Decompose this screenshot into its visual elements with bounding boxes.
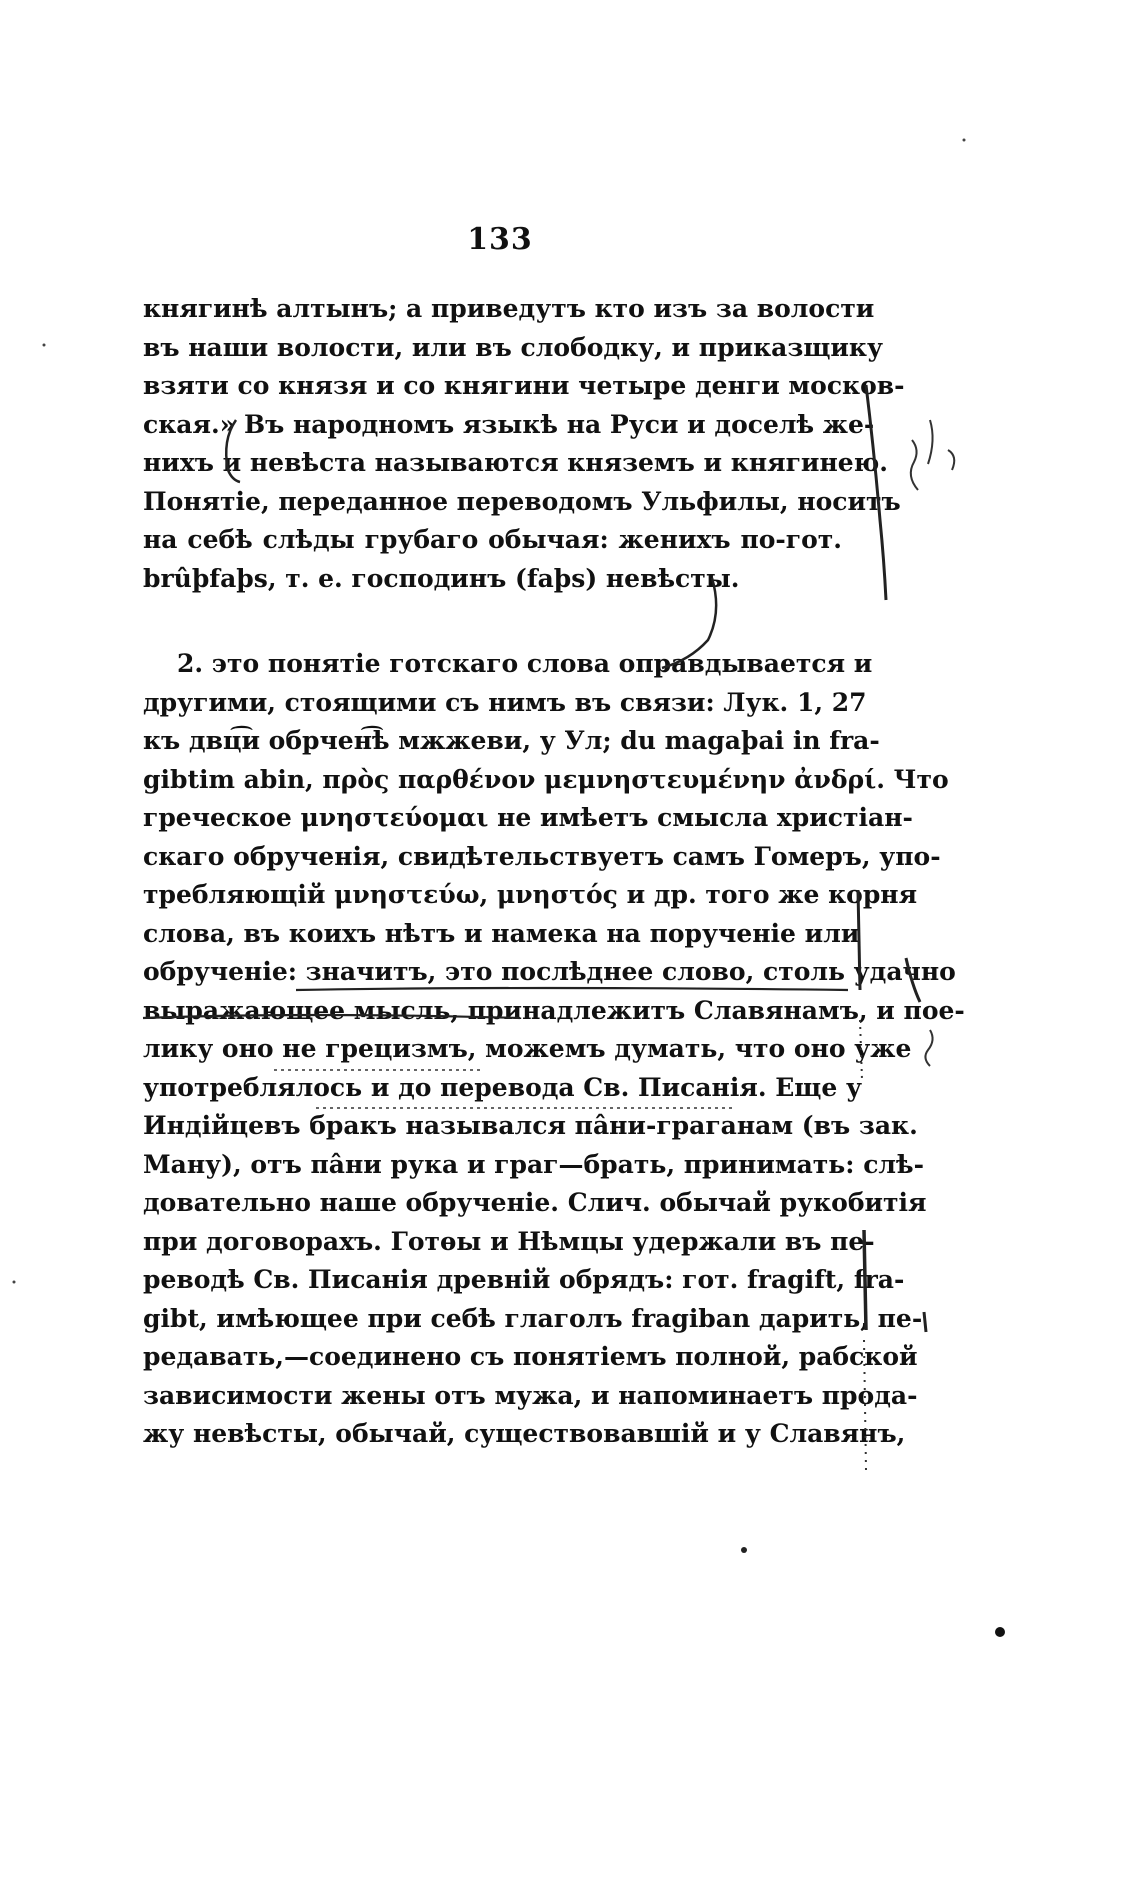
margin-scribble (911, 420, 954, 490)
ink-speck (43, 344, 46, 347)
text-line: brûþfaþs, т. е. господинъ (faþs) невѣсты. (143, 563, 740, 593)
text-line: при договорахъ. Готѳы и Нѣмцы удержали въ пе- (143, 1226, 875, 1256)
text-line: жу невѣсты, обычай, существовавшій и у Славянъ, (143, 1419, 906, 1448)
text-line: редавать,—соединено съ понятіемъ полной, рабской (143, 1342, 918, 1371)
text-line: gibt, имѣющее при себѣ глаголъ fragiban дарить, пе- (143, 1303, 923, 1333)
text-line: обрученіе: значитъ, это послѣднее слово, столь удачно (143, 957, 956, 986)
paragraph-1 (143, 290, 905, 598)
text-line: Ману), отъ пâни рука и граг—брать, принимать: слѣ- (143, 1149, 924, 1179)
text-line: скаго обрученія, свидѣтельствуетъ самъ Гомеръ, упо- (143, 841, 941, 871)
margin-scribble (925, 1030, 932, 1066)
text-line: gibtim abin, πρὸς παρθένον μεμνηστευμένην ἀνδρί. Что (143, 764, 949, 794)
text-line: слова, въ коихъ нѣтъ и намека на порученіе или (143, 918, 860, 948)
page-number: 133 (467, 222, 533, 257)
text-line: употреблялось и до перевода Св. Писанія. Еще у (143, 1072, 862, 1102)
text-line: зависимости жены отъ мужа, и напоминаетъ прода- (143, 1380, 918, 1410)
text-line: 2. это понятіе готскаго слова оправдывается и (177, 649, 873, 678)
text-line: нихъ и невѣста называются княземъ и княгинею. (143, 448, 888, 477)
margin-tick-mark (924, 1312, 926, 1332)
text-line: выражающее мысль, принадлежитъ Славянамъ, и пое- (143, 995, 965, 1025)
text-line: греческое μνηστεύομαι не имѣетъ смысла христіан- (143, 803, 913, 832)
ink-speck (13, 1281, 16, 1284)
text-line: взяти со князя и со княгини четыре денги москов- (143, 371, 905, 400)
text-line: въ наши волости, или въ слободку, и приказщику (143, 332, 883, 362)
paragraph-2 (143, 645, 965, 1454)
ink-speck (995, 1627, 1005, 1637)
text-line: реводѣ Св. Писанія древній обрядъ: гот. fragift, fra- (143, 1265, 905, 1294)
text-line: довательно наше обрученіе. Слич. обычай рукобитія (143, 1188, 927, 1217)
ink-speck (741, 1547, 747, 1553)
text-line: Индійцевъ бракъ назывался пâни-граганам (въ зак. (143, 1111, 918, 1140)
text-line: лику оно не грецизмъ, можемъ думать, что оно уже (143, 1034, 912, 1063)
text-line: Понятіе, переданное переводомъ Ульфилы, носитъ (143, 486, 901, 516)
text-line: ская.» Въ народномъ языкѣ на Руси и доселѣ же- (143, 409, 875, 439)
text-line: княгинѣ алтынъ; а приведутъ кто изъ за волости (143, 294, 875, 323)
text-line: требляющій μνηστεύω, μνηστός и др. того же корня (143, 880, 918, 909)
text-line: на себѣ слѣды грубаго обычая: женихъ по-гот. (143, 525, 842, 554)
text-line: другими, стоящими съ нимъ въ связи: Лук. 1, 27 (143, 687, 867, 717)
text-line: къ двц͡и обрчен͡ѣ мжжеви, у Ул; du magaþai in fra- (143, 726, 880, 755)
ink-speck (963, 139, 966, 142)
